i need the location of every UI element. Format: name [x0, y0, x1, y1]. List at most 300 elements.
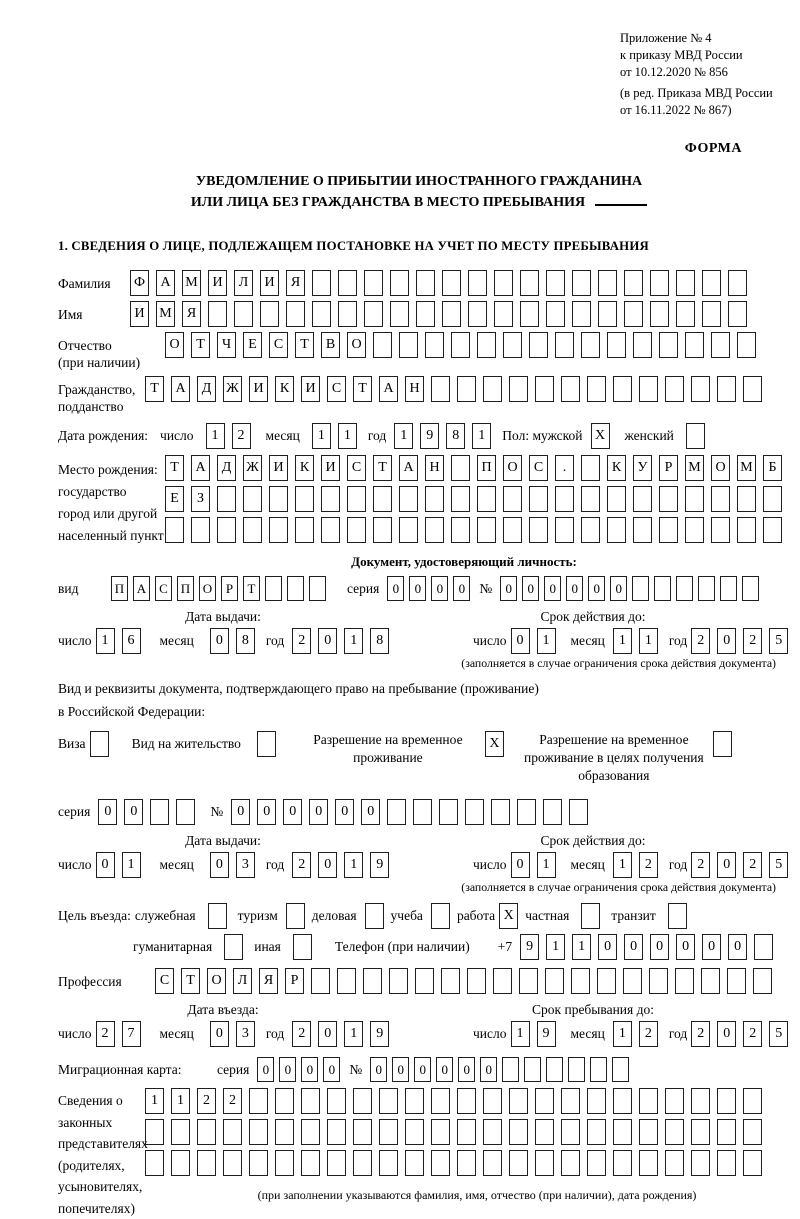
char-cell[interactable]: 0: [318, 852, 337, 878]
char-cell[interactable]: [535, 1150, 554, 1176]
char-cell[interactable]: [338, 301, 357, 327]
char-cell[interactable]: [711, 332, 730, 358]
char-cell[interactable]: Я: [286, 270, 305, 296]
char-cell[interactable]: У: [633, 455, 652, 481]
char-cell[interactable]: [451, 455, 470, 481]
char-cell[interactable]: [465, 799, 484, 825]
char-cell[interactable]: 5: [769, 852, 788, 878]
char-cell[interactable]: [425, 486, 444, 512]
char-cell[interactable]: [451, 332, 470, 358]
char-cell[interactable]: [217, 486, 236, 512]
char-cell[interactable]: [337, 968, 356, 994]
char-cell[interactable]: 0: [500, 576, 517, 601]
char-cell[interactable]: [373, 486, 392, 512]
char-cell[interactable]: [691, 1119, 710, 1145]
char-cell[interactable]: [590, 1057, 607, 1082]
char-cell[interactable]: 0: [544, 576, 561, 601]
char-cell[interactable]: М: [737, 455, 756, 481]
char-cell[interactable]: [509, 1088, 528, 1114]
char-cell[interactable]: 1: [639, 628, 658, 654]
char-cell[interactable]: [265, 576, 282, 601]
char-cell[interactable]: [249, 1119, 268, 1145]
char-cell[interactable]: [659, 517, 678, 543]
char-cell[interactable]: [399, 517, 418, 543]
char-cell[interactable]: 0: [409, 576, 426, 601]
char-cell[interactable]: 2: [743, 852, 762, 878]
char-cell[interactable]: [425, 517, 444, 543]
char-cell[interactable]: [145, 1150, 164, 1176]
char-cell[interactable]: 1: [344, 1021, 363, 1047]
char-cell[interactable]: [613, 1150, 632, 1176]
char-cell[interactable]: [90, 731, 109, 757]
char-cell[interactable]: [208, 903, 227, 929]
char-cell[interactable]: 9: [370, 852, 389, 878]
char-cell[interactable]: 2: [197, 1088, 216, 1114]
char-cell[interactable]: 0: [453, 576, 470, 601]
char-cell[interactable]: 3: [236, 1021, 255, 1047]
char-cell[interactable]: [639, 1150, 658, 1176]
char-cell[interactable]: [728, 301, 747, 327]
char-cell[interactable]: [327, 1088, 346, 1114]
char-cell[interactable]: [327, 1119, 346, 1145]
char-cell[interactable]: [587, 376, 606, 402]
char-cell[interactable]: А: [399, 455, 418, 481]
char-cell[interactable]: 2: [691, 852, 710, 878]
char-cell[interactable]: [519, 968, 538, 994]
char-cell[interactable]: [654, 576, 671, 601]
char-cell[interactable]: [208, 301, 227, 327]
char-cell[interactable]: 0: [650, 934, 669, 960]
char-cell[interactable]: [353, 1150, 372, 1176]
char-cell[interactable]: 2: [639, 1021, 658, 1047]
char-cell[interactable]: [389, 968, 408, 994]
char-cell[interactable]: С: [155, 576, 172, 601]
char-cell[interactable]: [543, 799, 562, 825]
char-cell[interactable]: [379, 1119, 398, 1145]
char-cell[interactable]: [650, 301, 669, 327]
char-cell[interactable]: [737, 332, 756, 358]
char-cell[interactable]: [572, 270, 591, 296]
char-cell[interactable]: [197, 1119, 216, 1145]
char-cell[interactable]: 2: [292, 852, 311, 878]
char-cell[interactable]: [145, 1119, 164, 1145]
char-cell[interactable]: 0: [98, 799, 117, 825]
char-cell[interactable]: [483, 1119, 502, 1145]
char-cell[interactable]: [701, 968, 720, 994]
char-cell[interactable]: [763, 517, 782, 543]
char-cell[interactable]: X: [499, 903, 518, 929]
char-cell[interactable]: [275, 1119, 294, 1145]
char-cell[interactable]: [431, 1150, 450, 1176]
char-cell[interactable]: [639, 1119, 658, 1145]
char-cell[interactable]: [338, 270, 357, 296]
char-cell[interactable]: [373, 517, 392, 543]
char-cell[interactable]: М: [182, 270, 201, 296]
char-cell[interactable]: [598, 301, 617, 327]
char-cell[interactable]: [327, 1150, 346, 1176]
char-cell[interactable]: [555, 517, 574, 543]
char-cell[interactable]: [223, 1150, 242, 1176]
char-cell[interactable]: А: [133, 576, 150, 601]
char-cell[interactable]: [686, 423, 705, 449]
char-cell[interactable]: 0: [728, 934, 747, 960]
char-cell[interactable]: [743, 1088, 762, 1114]
char-cell[interactable]: 0: [702, 934, 721, 960]
char-cell[interactable]: С: [347, 455, 366, 481]
char-cell[interactable]: [347, 486, 366, 512]
char-cell[interactable]: 0: [370, 1057, 387, 1082]
char-cell[interactable]: [754, 934, 773, 960]
char-cell[interactable]: [347, 517, 366, 543]
char-cell[interactable]: 0: [309, 799, 328, 825]
char-cell[interactable]: [457, 1150, 476, 1176]
char-cell[interactable]: [191, 517, 210, 543]
char-cell[interactable]: Т: [295, 332, 314, 358]
char-cell[interactable]: [415, 968, 434, 994]
char-cell[interactable]: [632, 576, 649, 601]
char-cell[interactable]: [301, 1119, 320, 1145]
char-cell[interactable]: [624, 301, 643, 327]
char-cell[interactable]: [451, 517, 470, 543]
char-cell[interactable]: [312, 301, 331, 327]
char-cell[interactable]: 1: [344, 628, 363, 654]
char-cell[interactable]: С: [529, 455, 548, 481]
char-cell[interactable]: [442, 270, 461, 296]
char-cell[interactable]: [568, 1057, 585, 1082]
char-cell[interactable]: 2: [96, 1021, 115, 1047]
char-cell[interactable]: П: [177, 576, 194, 601]
char-cell[interactable]: А: [156, 270, 175, 296]
char-cell[interactable]: 0: [392, 1057, 409, 1082]
char-cell[interactable]: 0: [210, 1021, 229, 1047]
char-cell[interactable]: [691, 376, 710, 402]
char-cell[interactable]: [405, 1119, 424, 1145]
char-cell[interactable]: 1: [122, 852, 141, 878]
char-cell[interactable]: 2: [223, 1088, 242, 1114]
char-cell[interactable]: [546, 301, 565, 327]
char-cell[interactable]: [737, 486, 756, 512]
char-cell[interactable]: 0: [511, 628, 530, 654]
char-cell[interactable]: 0: [231, 799, 250, 825]
char-cell[interactable]: [676, 576, 693, 601]
char-cell[interactable]: [613, 1119, 632, 1145]
char-cell[interactable]: Т: [353, 376, 372, 402]
char-cell[interactable]: [581, 486, 600, 512]
char-cell[interactable]: 1: [338, 423, 357, 449]
char-cell[interactable]: А: [379, 376, 398, 402]
char-cell[interactable]: И: [208, 270, 227, 296]
char-cell[interactable]: [702, 301, 721, 327]
char-cell[interactable]: [321, 486, 340, 512]
char-cell[interactable]: Ф: [130, 270, 149, 296]
char-cell[interactable]: 2: [743, 1021, 762, 1047]
char-cell[interactable]: [468, 270, 487, 296]
char-cell[interactable]: [742, 576, 759, 601]
char-cell[interactable]: [257, 731, 276, 757]
char-cell[interactable]: [301, 1150, 320, 1176]
char-cell[interactable]: 0: [335, 799, 354, 825]
char-cell[interactable]: [753, 968, 772, 994]
char-cell[interactable]: [293, 934, 312, 960]
char-cell[interactable]: Б: [763, 455, 782, 481]
char-cell[interactable]: 0: [387, 576, 404, 601]
char-cell[interactable]: И: [130, 301, 149, 327]
char-cell[interactable]: [503, 332, 522, 358]
char-cell[interactable]: Л: [233, 968, 252, 994]
char-cell[interactable]: Т: [373, 455, 392, 481]
char-cell[interactable]: А: [191, 455, 210, 481]
char-cell[interactable]: 0: [717, 852, 736, 878]
char-cell[interactable]: [587, 1088, 606, 1114]
char-cell[interactable]: [587, 1119, 606, 1145]
char-cell[interactable]: [555, 332, 574, 358]
char-cell[interactable]: [477, 517, 496, 543]
char-cell[interactable]: [491, 799, 510, 825]
char-cell[interactable]: З: [191, 486, 210, 512]
char-cell[interactable]: О: [503, 455, 522, 481]
char-cell[interactable]: 2: [639, 852, 658, 878]
char-cell[interactable]: [171, 1150, 190, 1176]
char-cell[interactable]: [581, 455, 600, 481]
char-cell[interactable]: О: [199, 576, 216, 601]
char-cell[interactable]: [431, 903, 450, 929]
char-cell[interactable]: [624, 270, 643, 296]
char-cell[interactable]: [353, 1088, 372, 1114]
char-cell[interactable]: 0: [431, 576, 448, 601]
char-cell[interactable]: [467, 968, 486, 994]
char-cell[interactable]: [431, 1088, 450, 1114]
char-cell[interactable]: Р: [659, 455, 678, 481]
char-cell[interactable]: [517, 799, 536, 825]
char-cell[interactable]: X: [485, 731, 504, 757]
char-cell[interactable]: [269, 486, 288, 512]
char-cell[interactable]: [416, 301, 435, 327]
char-cell[interactable]: 1: [613, 628, 632, 654]
char-cell[interactable]: [364, 270, 383, 296]
char-cell[interactable]: М: [685, 455, 704, 481]
char-cell[interactable]: [649, 968, 668, 994]
char-cell[interactable]: [442, 301, 461, 327]
char-cell[interactable]: [387, 799, 406, 825]
char-cell[interactable]: [713, 731, 732, 757]
char-cell[interactable]: [581, 332, 600, 358]
char-cell[interactable]: [249, 1150, 268, 1176]
char-cell[interactable]: 1: [537, 628, 556, 654]
char-cell[interactable]: 8: [236, 628, 255, 654]
char-cell[interactable]: 1: [145, 1088, 164, 1114]
char-cell[interactable]: [431, 1119, 450, 1145]
char-cell[interactable]: [665, 1088, 684, 1114]
char-cell[interactable]: Ч: [217, 332, 236, 358]
char-cell[interactable]: [561, 1150, 580, 1176]
char-cell[interactable]: [176, 799, 195, 825]
char-cell[interactable]: 0: [598, 934, 617, 960]
char-cell[interactable]: [197, 1150, 216, 1176]
char-cell[interactable]: [597, 968, 616, 994]
char-cell[interactable]: 6: [122, 628, 141, 654]
char-cell[interactable]: Н: [425, 455, 444, 481]
char-cell[interactable]: Т: [243, 576, 260, 601]
char-cell[interactable]: [468, 301, 487, 327]
char-cell[interactable]: [363, 968, 382, 994]
char-cell[interactable]: [503, 517, 522, 543]
char-cell[interactable]: [546, 270, 565, 296]
char-cell[interactable]: [524, 1057, 541, 1082]
char-cell[interactable]: [390, 301, 409, 327]
char-cell[interactable]: [509, 1150, 528, 1176]
char-cell[interactable]: 5: [769, 1021, 788, 1047]
char-cell[interactable]: Е: [243, 332, 262, 358]
char-cell[interactable]: [502, 1057, 519, 1082]
char-cell[interactable]: О: [165, 332, 184, 358]
char-cell[interactable]: 8: [370, 628, 389, 654]
char-cell[interactable]: 9: [370, 1021, 389, 1047]
char-cell[interactable]: [665, 1150, 684, 1176]
char-cell[interactable]: [685, 517, 704, 543]
char-cell[interactable]: [685, 332, 704, 358]
char-cell[interactable]: [457, 1119, 476, 1145]
char-cell[interactable]: 2: [691, 628, 710, 654]
char-cell[interactable]: Ж: [243, 455, 262, 481]
char-cell[interactable]: [717, 1088, 736, 1114]
char-cell[interactable]: [365, 903, 384, 929]
char-cell[interactable]: 1: [472, 423, 491, 449]
char-cell[interactable]: [275, 1088, 294, 1114]
char-cell[interactable]: 0: [717, 1021, 736, 1047]
char-cell[interactable]: [743, 1119, 762, 1145]
char-cell[interactable]: [633, 517, 652, 543]
char-cell[interactable]: [763, 486, 782, 512]
char-cell[interactable]: [535, 1119, 554, 1145]
char-cell[interactable]: 1: [96, 628, 115, 654]
char-cell[interactable]: П: [111, 576, 128, 601]
char-cell[interactable]: [569, 799, 588, 825]
char-cell[interactable]: П: [477, 455, 496, 481]
char-cell[interactable]: И: [260, 270, 279, 296]
char-cell[interactable]: [691, 1088, 710, 1114]
char-cell[interactable]: [379, 1088, 398, 1114]
char-cell[interactable]: [520, 301, 539, 327]
char-cell[interactable]: 0: [318, 628, 337, 654]
char-cell[interactable]: К: [295, 455, 314, 481]
char-cell[interactable]: 2: [743, 628, 762, 654]
char-cell[interactable]: [535, 1088, 554, 1114]
char-cell[interactable]: М: [156, 301, 175, 327]
char-cell[interactable]: [535, 376, 554, 402]
char-cell[interactable]: Л: [234, 270, 253, 296]
char-cell[interactable]: [509, 376, 528, 402]
char-cell[interactable]: [373, 332, 392, 358]
char-cell[interactable]: 1: [344, 852, 363, 878]
char-cell[interactable]: Д: [217, 455, 236, 481]
char-cell[interactable]: [150, 799, 169, 825]
char-cell[interactable]: И: [321, 455, 340, 481]
char-cell[interactable]: И: [301, 376, 320, 402]
char-cell[interactable]: [676, 301, 695, 327]
char-cell[interactable]: [416, 270, 435, 296]
char-cell[interactable]: 1: [613, 1021, 632, 1047]
char-cell[interactable]: Д: [197, 376, 216, 402]
char-cell[interactable]: [743, 1150, 762, 1176]
char-cell[interactable]: [457, 376, 476, 402]
char-cell[interactable]: 1: [394, 423, 413, 449]
char-cell[interactable]: [399, 332, 418, 358]
char-cell[interactable]: [607, 517, 626, 543]
char-cell[interactable]: [477, 332, 496, 358]
char-cell[interactable]: [607, 486, 626, 512]
char-cell[interactable]: [494, 301, 513, 327]
char-cell[interactable]: [249, 1088, 268, 1114]
char-cell[interactable]: [390, 270, 409, 296]
char-cell[interactable]: К: [275, 376, 294, 402]
char-cell[interactable]: Т: [191, 332, 210, 358]
char-cell[interactable]: [287, 576, 304, 601]
char-cell[interactable]: [457, 1088, 476, 1114]
char-cell[interactable]: 1: [206, 423, 225, 449]
char-cell[interactable]: 2: [292, 1021, 311, 1047]
char-cell[interactable]: [275, 1150, 294, 1176]
char-cell[interactable]: [494, 270, 513, 296]
char-cell[interactable]: 1: [171, 1088, 190, 1114]
char-cell[interactable]: 0: [283, 799, 302, 825]
char-cell[interactable]: [321, 517, 340, 543]
char-cell[interactable]: 1: [537, 852, 556, 878]
char-cell[interactable]: [717, 1150, 736, 1176]
char-cell[interactable]: [665, 376, 684, 402]
char-cell[interactable]: [633, 486, 652, 512]
char-cell[interactable]: [546, 1057, 563, 1082]
char-cell[interactable]: Е: [165, 486, 184, 512]
char-cell[interactable]: [399, 486, 418, 512]
char-cell[interactable]: [405, 1088, 424, 1114]
char-cell[interactable]: [711, 486, 730, 512]
char-cell[interactable]: [217, 517, 236, 543]
char-cell[interactable]: 0: [414, 1057, 431, 1082]
char-cell[interactable]: [613, 376, 632, 402]
char-cell[interactable]: 9: [420, 423, 439, 449]
char-cell[interactable]: [223, 1119, 242, 1145]
char-cell[interactable]: [353, 1119, 372, 1145]
char-cell[interactable]: Я: [182, 301, 201, 327]
char-cell[interactable]: [295, 517, 314, 543]
char-cell[interactable]: [691, 1150, 710, 1176]
char-cell[interactable]: [509, 1119, 528, 1145]
char-cell[interactable]: 0: [624, 934, 643, 960]
char-cell[interactable]: А: [171, 376, 190, 402]
char-cell[interactable]: [571, 968, 590, 994]
char-cell[interactable]: 1: [312, 423, 331, 449]
char-cell[interactable]: 0: [279, 1057, 296, 1082]
char-cell[interactable]: [405, 1150, 424, 1176]
char-cell[interactable]: С: [269, 332, 288, 358]
char-cell[interactable]: [711, 517, 730, 543]
char-cell[interactable]: .: [555, 455, 574, 481]
char-cell[interactable]: [720, 576, 737, 601]
char-cell[interactable]: 5: [769, 628, 788, 654]
char-cell[interactable]: 0: [610, 576, 627, 601]
char-cell[interactable]: Т: [181, 968, 200, 994]
char-cell[interactable]: [561, 1119, 580, 1145]
char-cell[interactable]: [675, 968, 694, 994]
char-cell[interactable]: 0: [676, 934, 695, 960]
char-cell[interactable]: 1: [546, 934, 565, 960]
char-cell[interactable]: 0: [124, 799, 143, 825]
char-cell[interactable]: [668, 903, 687, 929]
char-cell[interactable]: Т: [145, 376, 164, 402]
char-cell[interactable]: 9: [537, 1021, 556, 1047]
char-cell[interactable]: [581, 517, 600, 543]
char-cell[interactable]: Т: [165, 455, 184, 481]
